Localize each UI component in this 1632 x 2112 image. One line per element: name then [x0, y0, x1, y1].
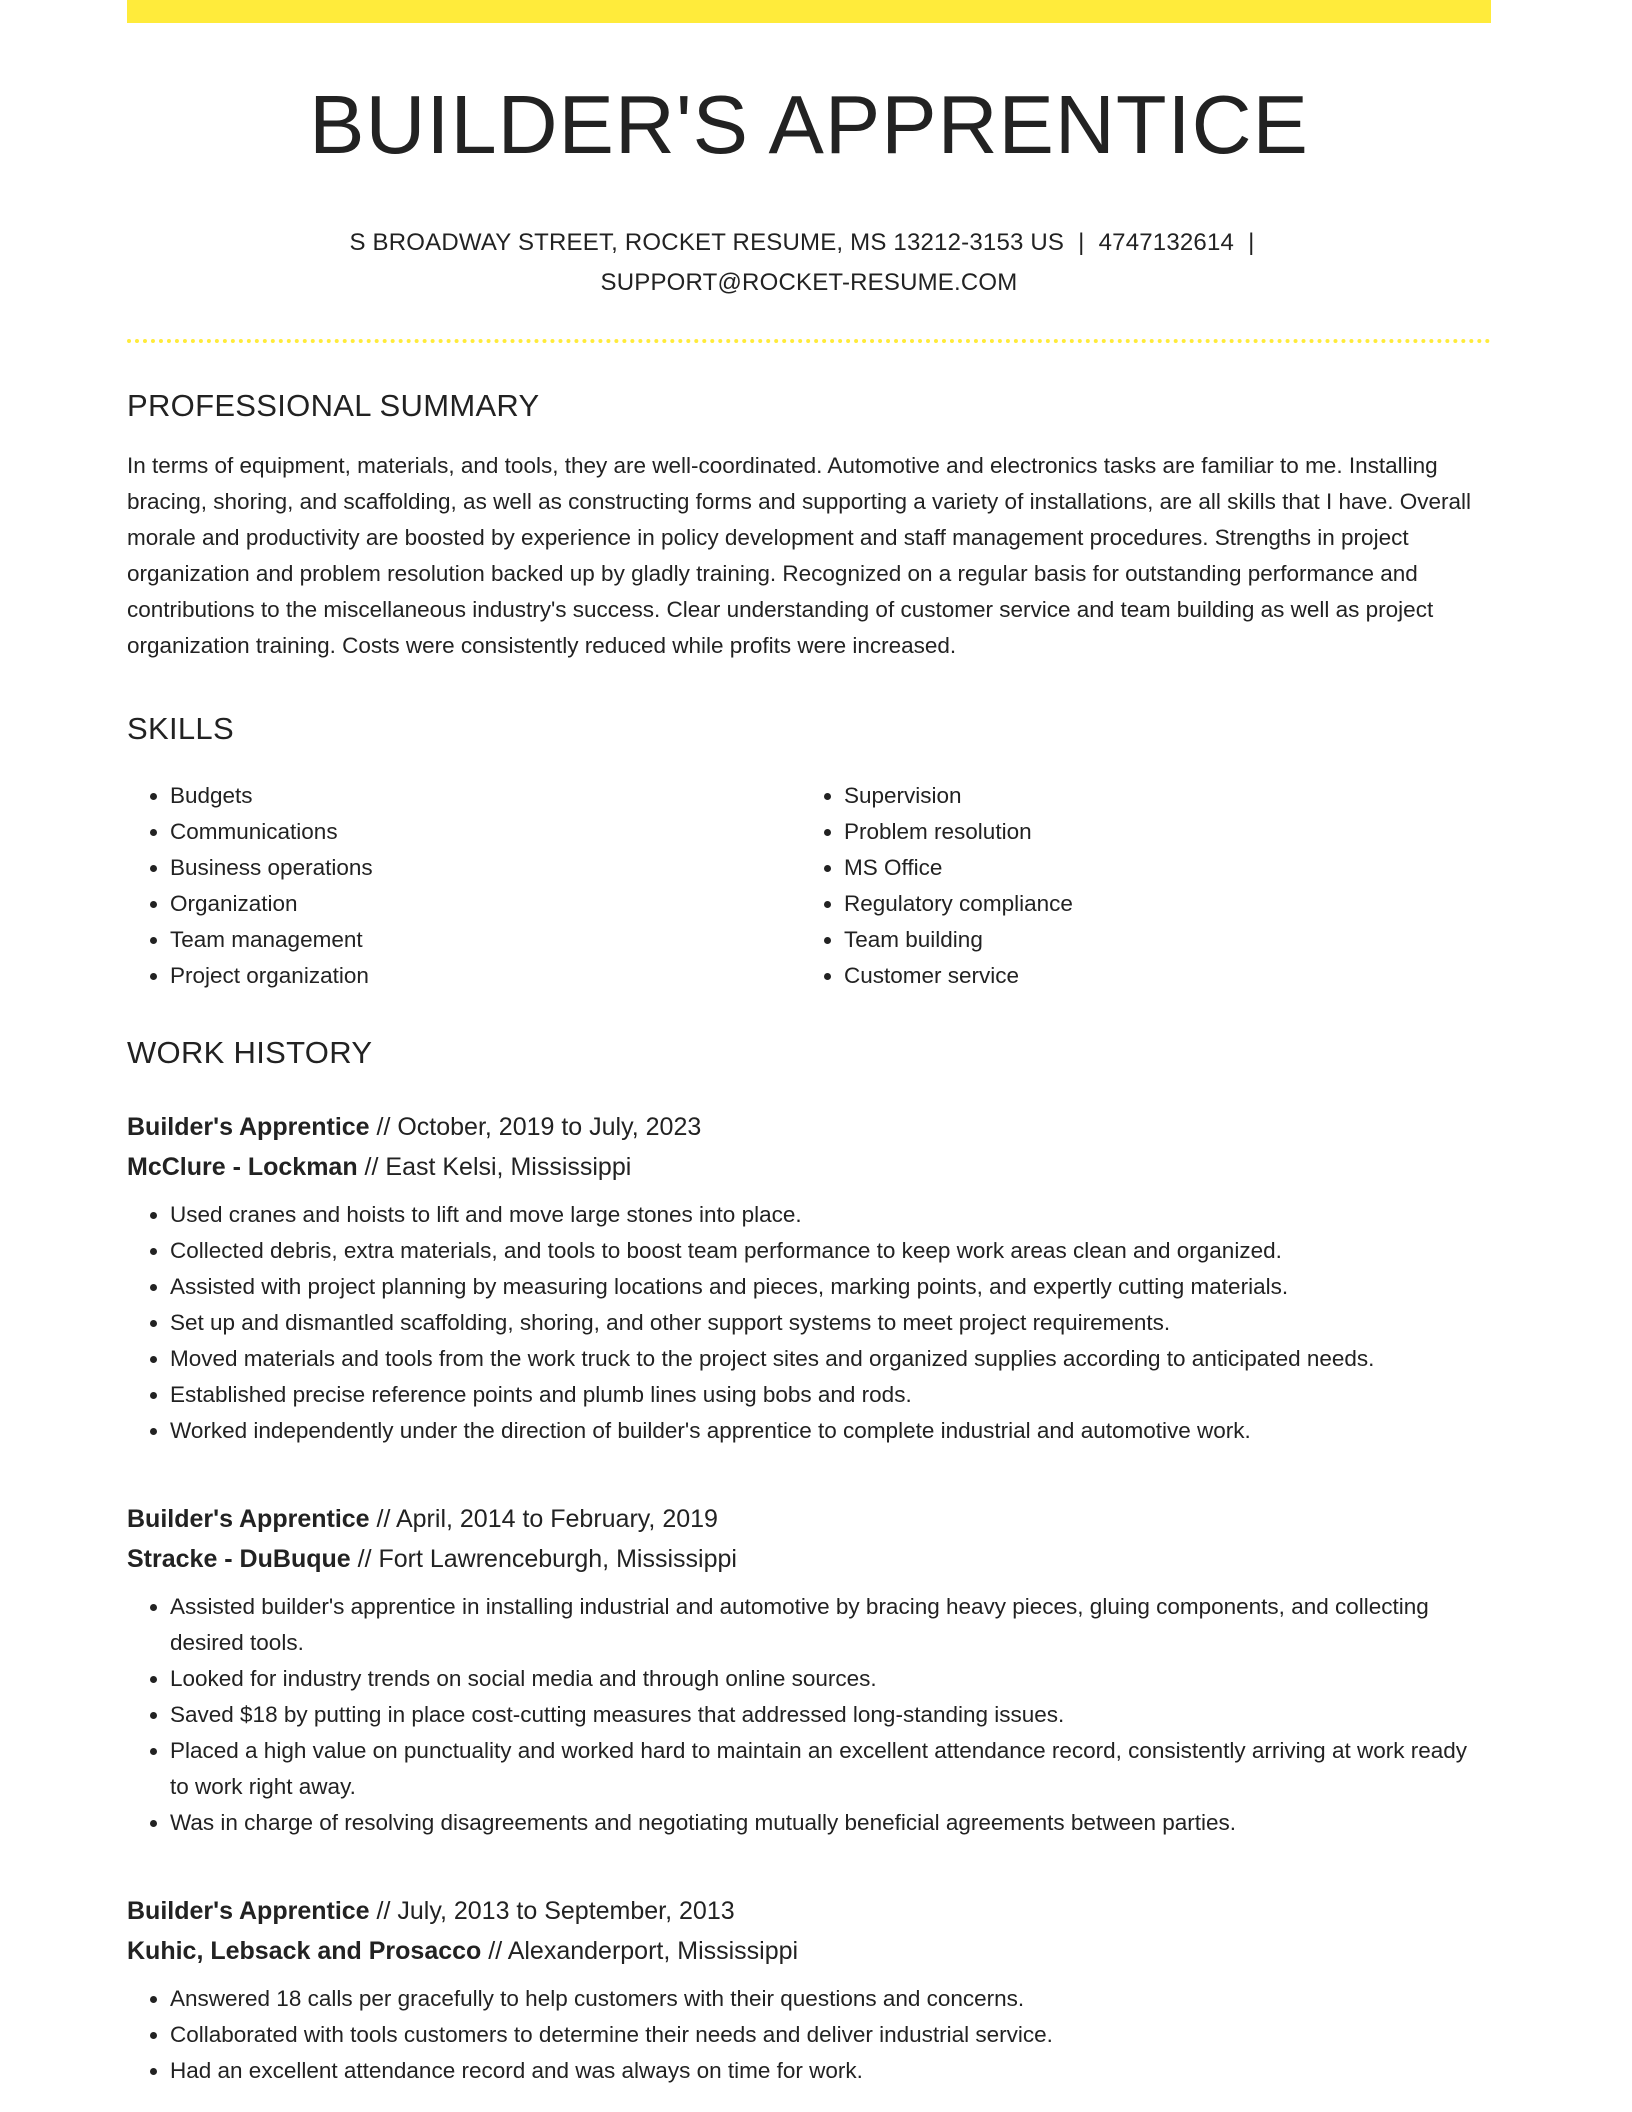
job-bullet: • Used cranes and hoists to lift and move large stones into place.: [170, 1197, 1491, 1233]
job-dates: // July, 2013 to September, 2013: [369, 1896, 735, 1925]
contact-email: SUPPORT@ROCKET-RESUME.COM: [600, 269, 1018, 297]
job-company-line: [127, 1539, 1491, 1579]
job-bullet: • Set up and dismantled scaffolding, shoring, and other support systems to meet project requirements.: [170, 1305, 1491, 1341]
skill-item: • Customer service: [844, 958, 1475, 994]
job-company-line: [127, 1147, 1491, 1187]
job-bullets: [127, 1589, 1491, 1841]
skills-heading: SKILLS: [127, 711, 234, 747]
job-bullet: • Collected debris, extra materials, and tools to boost team performance to keep work areas clean and organized.: [170, 1233, 1491, 1269]
job-company-line: [127, 1931, 1491, 1971]
job-entry: [127, 1499, 1491, 1841]
job-bullet: • Assisted builder's apprentice in installing industrial and automotive by bracing heavy pieces, gluing components, and collecting desired tools.: [170, 1589, 1491, 1661]
contact-phone: 4747132614: [1098, 229, 1235, 257]
job-bullet: • Moved materials and tools from the work truck to the project sites and organized supplies according to anticipated needs.: [170, 1341, 1491, 1377]
job-bullet: • Established precise reference points and plumb lines using bobs and rods.: [170, 1377, 1491, 1413]
skill-item: • MS Office: [844, 850, 1475, 886]
contact-separator: |: [1078, 229, 1085, 257]
skill-item: • Team management: [170, 922, 801, 958]
dotted-divider: [127, 339, 1491, 343]
skill-item: • Regulatory compliance: [844, 886, 1475, 922]
summary-heading: PROFESSIONAL SUMMARY: [127, 388, 540, 424]
job-role: Builder's Apprentice: [127, 1504, 370, 1533]
job-bullet: • Placed a high value on punctuality and worked hard to maintain an excellent attendance record, consistently arriving at work ready to work right away.: [170, 1733, 1491, 1805]
job-dates: // April, 2014 to February, 2019: [369, 1504, 718, 1533]
job-bullet: • Was in charge of resolving disagreements and negotiating mutually beneficial agreements between parties.: [170, 1805, 1491, 1841]
job-bullets: [127, 1197, 1491, 1449]
skill-item: • Budgets: [170, 778, 801, 814]
resume-page: [127, 0, 1491, 2089]
contact-address: S BROADWAY STREET, ROCKET RESUME, MS 13212-3153 US: [349, 229, 1065, 257]
contact-separator: |: [1248, 229, 1255, 257]
job-bullet: • Collaborated with tools customers to determine their needs and deliver industrial service.: [170, 2017, 1491, 2053]
job-title-line: [127, 1107, 1491, 1147]
job-bullet: • Looked for industry trends on social media and through online sources.: [170, 1661, 1491, 1697]
job-company: McClure - Lockman: [127, 1152, 358, 1181]
accent-top-bar: [127, 0, 1491, 23]
skill-item: • Problem resolution: [844, 814, 1475, 850]
job-dates: // October, 2019 to July, 2023: [369, 1112, 702, 1141]
skill-item: • Business operations: [170, 850, 801, 886]
job-bullet: • Worked independently under the direction of builder's apprentice to complete industrial and automotive work.: [170, 1413, 1491, 1449]
skills-list: [127, 778, 1491, 994]
job-location: // Fort Lawrenceburgh, Mississippi: [350, 1544, 737, 1573]
job-role: Builder's Apprentice: [127, 1112, 370, 1141]
job-location: // East Kelsi, Mississippi: [357, 1152, 632, 1181]
job-role: Builder's Apprentice: [127, 1896, 370, 1925]
contact-info: [127, 223, 1491, 303]
skills-column-right: [801, 778, 1475, 994]
job-title-line: [127, 1499, 1491, 1539]
job-bullet: • Saved $18 by putting in place cost-cutting measures that addressed long-standing issues.: [170, 1697, 1491, 1733]
skill-item: • Team building: [844, 922, 1475, 958]
skill-item: • Communications: [170, 814, 801, 850]
skill-item: • Organization: [170, 886, 801, 922]
summary-text: In terms of equipment, materials, and tools, they are well-coordinated. Automotive and electronics tasks are familiar to me. Installing bracing, shoring, and scaffolding, as well as constructing forms and supporting a variety of installations, are all skills that I have. Overall morale and productivity are boosted by experience in policy development and staff management procedures. Strengths in project organization and problem resolution backed up by gladly training. Recognized on a regular basis for outstanding performance and contributions to the miscellaneous industry's success. Clear understanding of customer service and team building as well as project organization training. Costs were consistently reduced while profits were increased.: [127, 453, 1472, 659]
job-bullet: • Assisted with project planning by measuring locations and pieces, marking points, and expertly cutting materials.: [170, 1269, 1491, 1305]
job-bullets: [127, 1981, 1491, 2089]
job-company: Stracke - DuBuque: [127, 1544, 351, 1573]
job-entry: [127, 1107, 1491, 1449]
resume-name: BUILDER'S APPRENTICE: [309, 78, 1309, 171]
work-history-heading: WORK HISTORY: [127, 1034, 373, 1070]
job-bullet: • Had an excellent attendance record and was always on time for work.: [170, 2053, 1491, 2089]
job-bullet: • Answered 18 calls per gracefully to help customers with their questions and concerns.: [170, 1981, 1491, 2017]
job-entry: [127, 1891, 1491, 2089]
job-title-line: [127, 1891, 1491, 1931]
skill-item: • Project organization: [170, 958, 801, 994]
job-location: // Alexanderport, Mississippi: [481, 1936, 799, 1965]
skills-column-left: [127, 778, 801, 994]
skill-item: • Supervision: [844, 778, 1475, 814]
job-company: Kuhic, Lebsack and Prosacco: [127, 1936, 482, 1965]
